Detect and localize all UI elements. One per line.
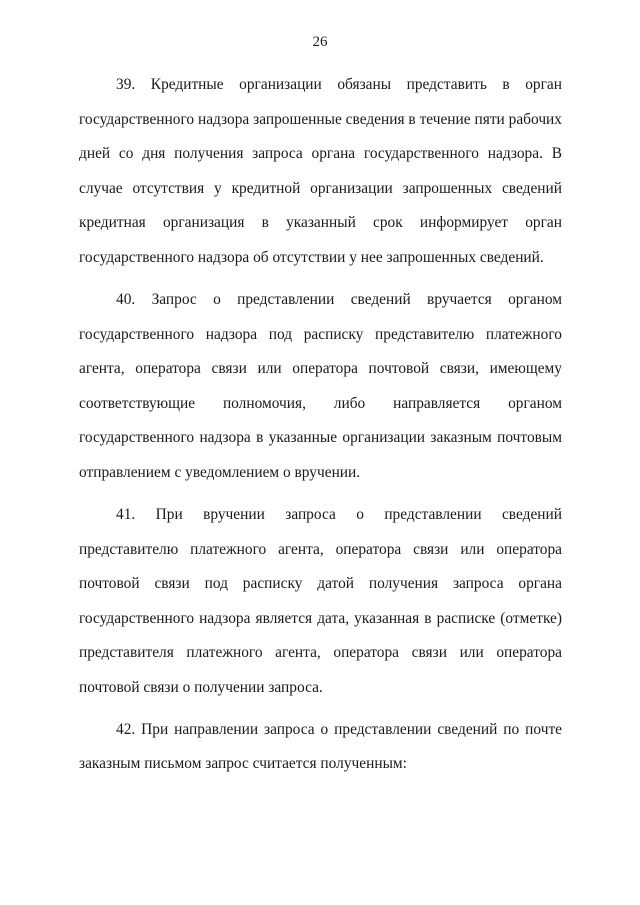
paragraph-42: 42. При направлении запроса о представлении сведений по почте заказным письмом запрос считается полученным: xyxy=(79,720,562,773)
page-number: 26 xyxy=(312,34,328,50)
paragraph-40: 40. Запрос о представлении сведений вручается органом государственного надзора под расписку представителю платежного агента, оператора связи или оператора почтовой связи, имеющему соответствующие полномочия, либо направляется органом государственного надзора в указанные организации заказным почтовым отправлением с уведомлением о вручении. xyxy=(79,290,562,481)
document-body xyxy=(79,68,562,789)
paragraph-41: 41. При вручении запроса о представлении сведений представителю платежного агента, оператора связи или оператора почтовой связи под расписку датой получения запроса органа государственного надзора является дата, указанная в расписке (отметке) представителя платежного агента, оператора связи или оператора почтовой связи о получении запроса. xyxy=(79,505,562,696)
paragraph-39: 39. Кредитные организации обязаны представить в орган государственного надзора запрошенные сведения в течение пяти рабочих дней со дня получения запроса органа государственного надзора. В случае отсутствия у кредитной организации запрошенных сведений кредитная организация в указанный срок информирует орган государственного надзора об отсутствии у нее запрошенных сведений. xyxy=(79,76,562,266)
